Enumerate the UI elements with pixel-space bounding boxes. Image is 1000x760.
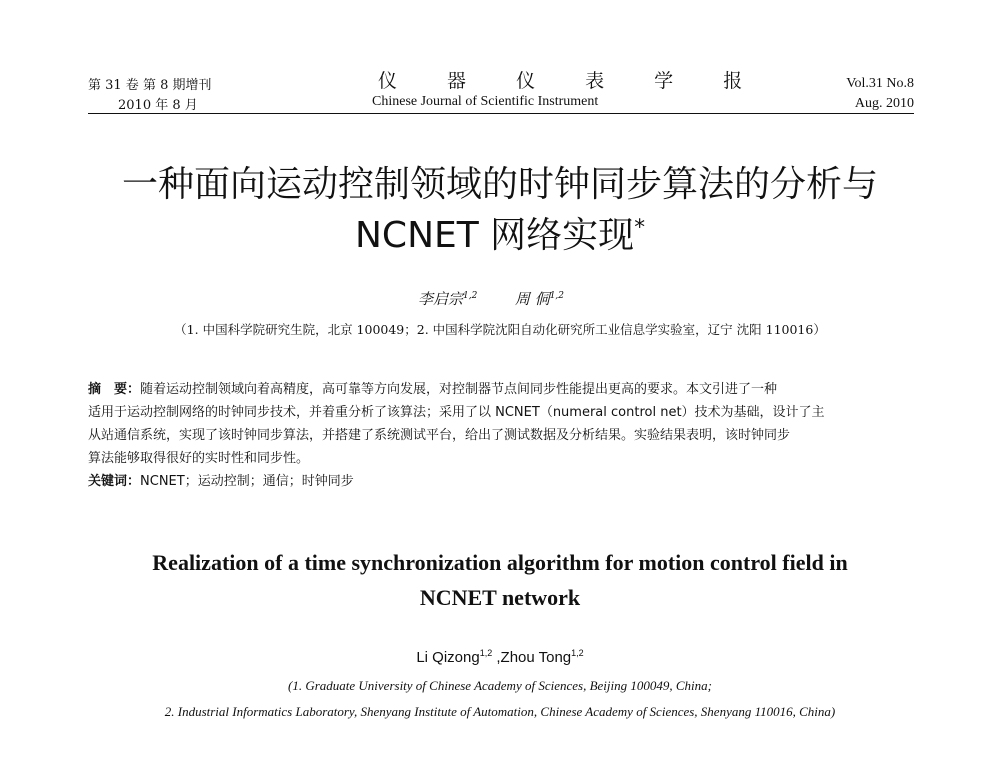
title-en-line2: NCNET network [419, 585, 581, 610]
volume-en: Vol.31 No.8 [846, 76, 914, 91]
date-en: Aug. 2010 [854, 96, 914, 111]
authors-en [0, 648, 1000, 666]
author-en-1-aff: 1,2 [479, 648, 493, 658]
abstract-line-1 [88, 378, 918, 401]
title-footnote-mark: * [634, 215, 645, 240]
author-cn-1: 李启宗 [418, 290, 464, 308]
keywords-label: 关键词： [88, 474, 141, 489]
journal-title-en: Chinese Journal of Scientific Instrument [372, 94, 599, 109]
affiliation-cn: （1. 中国科学院研究生院，北京 100049；2. 中国科学院沈阳自动化研究所工业信息学实验室，辽宁 沈阳 110016） [174, 322, 826, 337]
author-cn-2-aff: 1,2 [549, 291, 565, 301]
date-cn: 2010 年 8 月 [118, 98, 198, 113]
abstract-label: 摘 要： [88, 382, 141, 397]
author-cn-1-aff: 1,2 [463, 291, 478, 301]
abstract-line-2: 适用于运动控制网络的时钟同步技术，并着重分析了该算法；采用了以 NCNET（numeral control net）技术为基础，设计了主 [88, 405, 825, 420]
authors-cn [418, 288, 564, 309]
keywords-line [88, 470, 918, 493]
title-cn-line1: 一种面向运动控制领域的时钟同步算法的分析与 [121, 164, 878, 205]
abstract-text-1: 随着运动控制领域向着高精度，高可靠等方向发展，对控制器节点间同步性能提出更高的要求。本文引进了一种 [140, 382, 778, 397]
volume-cn: 第 31 卷 第 8 期增刊 [88, 78, 212, 93]
title-cn-line2: NCNET 网络实现 [355, 215, 635, 256]
affiliation-en-line1: (1. Graduate University of Chinese Academy of Sciences, Beijing 100049, China; [288, 678, 712, 693]
author-en-2: ,Zhou Tong [492, 649, 572, 666]
keywords-text: NCNET；运动控制；通信；时钟同步 [140, 474, 354, 489]
title-en-line1: Realization of a time synchronization algorithm for motion control field in [152, 550, 848, 575]
author-en-1: Li Qizong [416, 649, 480, 666]
abstract-line-4: 算法能够取得很好的实时性和同步性。 [88, 451, 310, 466]
author-en-2-aff: 1,2 [571, 648, 584, 658]
abstract [88, 378, 918, 493]
title-cn-line2-wrap [0, 207, 1000, 258]
journal-title-cn: 仪 器 仪 表 学 报 [378, 70, 765, 92]
affiliation-en-line2: 2. Industrial Informatics Laboratory, Shenyang Institute of Automation, Chinese Academy of Sciences, Shenyang 110016, China) [164, 704, 836, 719]
author-cn-2: 周 侗 [514, 290, 550, 308]
abstract-line-3: 从站通信系统，实现了该时钟同步算法，并搭建了系统测试平台，给出了测试数据及分析结果。实验结果表明，该时钟同步 [88, 428, 791, 443]
header-rule [88, 113, 914, 114]
